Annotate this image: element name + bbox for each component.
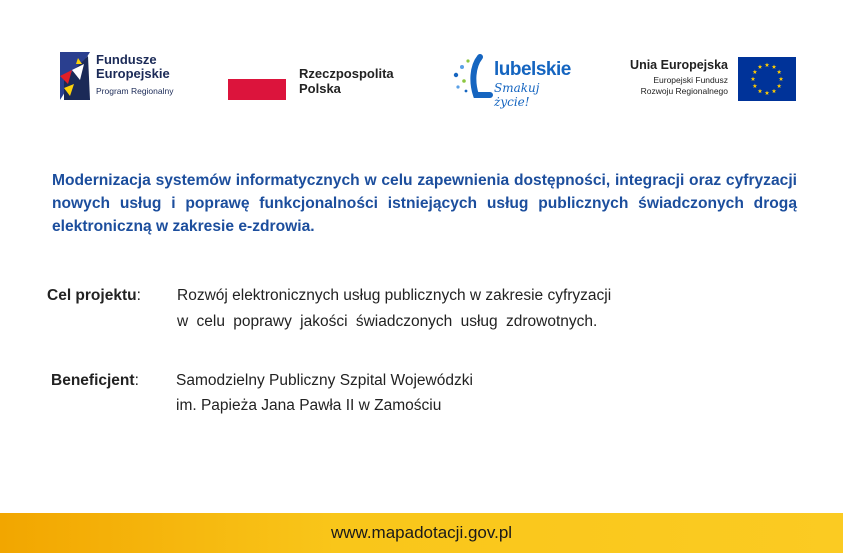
- eu-star: [777, 84, 782, 88]
- eu-star: [777, 70, 782, 74]
- fundusze-europejskie-icon: [58, 50, 92, 102]
- footer-url[interactable]: www.mapadotacji.gov.pl: [330, 523, 513, 542]
- lubelskie-wordmark: lubelskie: [494, 59, 571, 80]
- eu-star: [765, 63, 770, 67]
- eu-star: [772, 89, 777, 93]
- fundusze-line1: Fundusze: [96, 52, 157, 67]
- eu-star: [753, 70, 758, 74]
- lubelskie-emblem-icon: [450, 53, 494, 103]
- footer-bar: [0, 513, 843, 553]
- cel-label: Cel projektu:: [47, 287, 141, 304]
- unia-europejska-logo: [610, 55, 800, 103]
- logo-bar: [0, 0, 843, 140]
- eu-star: [751, 77, 756, 81]
- eu-star: [758, 89, 763, 93]
- beneficjent-line2: im. Papieża Jana Pawła II w Zamościu: [176, 397, 442, 414]
- unia-line1: Unia Europejska: [630, 58, 728, 72]
- polska-line2: Polska: [299, 81, 341, 96]
- lubelskie-logo: [450, 53, 575, 109]
- fundusze-line2: Europejskie: [96, 66, 170, 81]
- beneficjent-line1: Samodzielny Publiczny Szpital Wojewódzki: [176, 372, 473, 389]
- cel-line1: Rozwój elektronicznych usług publicznych w zakresie cyfryzacji: [177, 287, 612, 304]
- polish-flag-icon: [228, 58, 286, 100]
- eu-star: [753, 84, 758, 88]
- eu-star: [772, 64, 777, 68]
- project-title: Modernizacja systemów informatycznych w celu zapewnienia dostępności, integracji oraz cyfryzacji nowych usług i poprawę funkcjonalności istniejących usług publicznych świadczonych drogą elektroniczną w zakresie e-zdrowia.: [52, 172, 797, 235]
- unia-line3: Rozwoju Regionalnego: [640, 86, 728, 96]
- eu-star: [758, 64, 763, 68]
- fundusze-line3: Program Regionalny: [96, 86, 174, 96]
- eu-star: [779, 77, 784, 81]
- rzeczpospolita-polska-logo: [228, 58, 418, 102]
- eu-star: [765, 91, 770, 95]
- fundusze-europejskie-logo: [58, 50, 198, 106]
- unia-line2: Europejski Fundusz: [653, 75, 728, 85]
- cel-line2: w celu poprawy jakości świadczonych usług zdrowotnych.: [177, 313, 598, 330]
- beneficjent-label: Beneficjent:: [51, 372, 139, 389]
- eu-flag-icon: [738, 57, 796, 101]
- polska-line1: Rzeczpospolita: [299, 66, 394, 81]
- lubelskie-slogan: Smakuj życie!: [494, 81, 540, 109]
